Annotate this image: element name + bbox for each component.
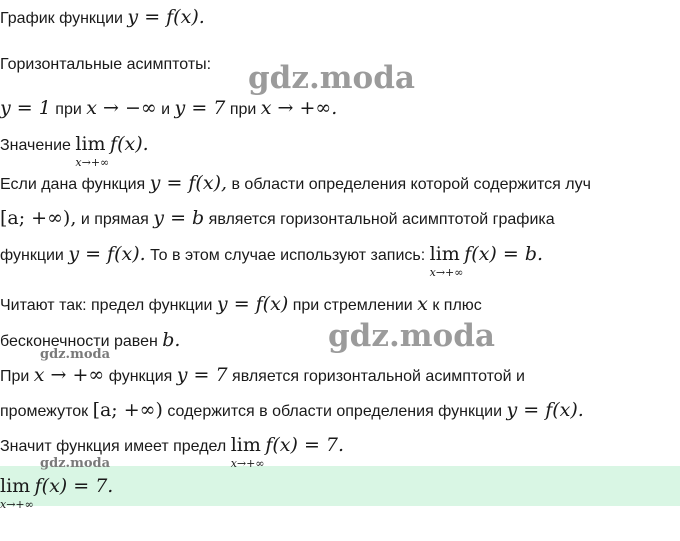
limit-subscript: x→+∞ bbox=[75, 156, 110, 169]
text-line: Горизонтальные асимптоты: bbox=[0, 56, 212, 73]
text-line: Читают так: предел функции y = f(x) при стремлении x к плюс bbox=[0, 293, 482, 315]
math: b. bbox=[162, 329, 181, 351]
limit-operator: lim x→+∞ bbox=[75, 133, 105, 155]
answer-line bbox=[0, 475, 114, 511]
math: y = 7 bbox=[174, 97, 226, 119]
math: y = f(x). bbox=[68, 243, 146, 265]
text-line: Если дана функция y = f(x), в области определения которой содержится луч bbox=[0, 172, 591, 194]
text-line: y = 1 при x → −∞ и y = 7 при x → +∞. bbox=[0, 97, 338, 119]
math: [a; +∞) bbox=[92, 399, 163, 421]
limit-subscript: x→+∞ bbox=[230, 457, 265, 470]
text-line: График функции y = f(x). bbox=[0, 6, 205, 28]
math: y = f(x) bbox=[216, 293, 289, 315]
text-line: функции y = f(x). То в этом случае используют запись: lim x→+∞ f(x) = b. bbox=[0, 243, 543, 267]
math: f(x) = 7. bbox=[34, 475, 114, 497]
text-line: При x → +∞ функция y = 7 является горизонтальной асимптотой и bbox=[0, 364, 525, 386]
math: x → +∞ bbox=[33, 364, 105, 386]
math: [a; +∞), bbox=[0, 207, 77, 229]
text-line: промежуток [a; +∞) содержится в области определения функции y = f(x). bbox=[0, 399, 584, 421]
math: x → +∞. bbox=[260, 97, 338, 119]
limit-subscript: x→+∞ bbox=[0, 498, 34, 511]
math: f(x) = 7. bbox=[265, 434, 345, 456]
math: y = 1 bbox=[0, 97, 51, 119]
math: y = f(x). bbox=[127, 6, 205, 28]
watermark: gdz.moda bbox=[40, 456, 111, 471]
text-line: Значение lim x→+∞ f(x). bbox=[0, 133, 149, 157]
math: x bbox=[417, 293, 428, 315]
limit-operator: lim x→+∞ bbox=[430, 243, 460, 265]
watermark: gdz.moda bbox=[328, 318, 495, 354]
math: f(x) = b. bbox=[464, 243, 544, 265]
watermark: gdz.moda bbox=[40, 347, 111, 362]
text-line: Значит функция имеет предел lim x→+∞ f(x) = 7. bbox=[0, 434, 344, 458]
limit-subscript: x→+∞ bbox=[429, 266, 464, 279]
text-line: бесконечности равен b. bbox=[0, 329, 181, 351]
limit-operator: lim x→+∞ bbox=[0, 475, 30, 497]
math: y = 7 bbox=[176, 364, 228, 386]
math: y = b bbox=[153, 207, 205, 229]
math: x → −∞ bbox=[86, 97, 157, 119]
math: y = f(x), bbox=[149, 172, 228, 194]
watermark: gdz.moda bbox=[248, 60, 415, 96]
text-line: [a; +∞), и прямая y = b является горизонтальной асимптотой графика bbox=[0, 207, 555, 229]
limit-operator: lim x→+∞ bbox=[231, 434, 261, 456]
math: f(x). bbox=[110, 133, 149, 155]
math: y = f(x). bbox=[506, 399, 584, 421]
